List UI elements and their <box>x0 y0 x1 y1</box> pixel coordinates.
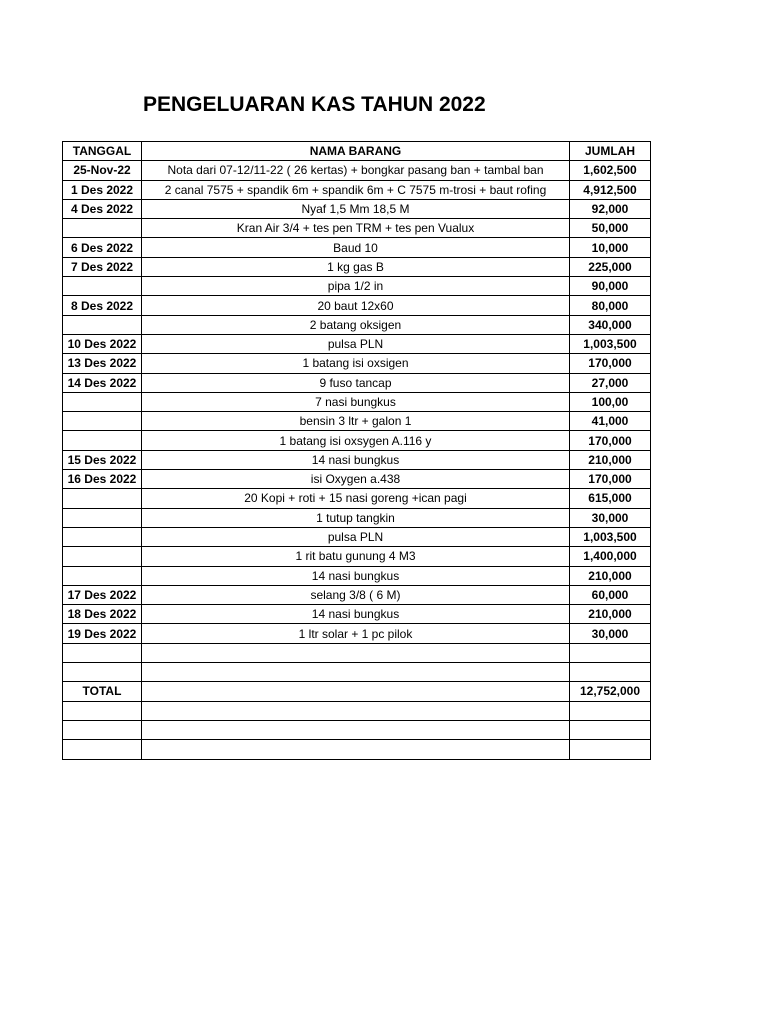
cell-jumlah: 225,000 <box>570 257 651 276</box>
cell-nama-barang: 1 ltr solar + 1 pc pilok <box>142 624 570 643</box>
cell-tanggal <box>63 508 142 527</box>
cell-jumlah: 27,000 <box>570 373 651 392</box>
cell-jumlah: 170,000 <box>570 431 651 450</box>
header-jumlah: JUMLAH <box>570 142 651 161</box>
cell-nama-barang: pipa 1/2 in <box>142 277 570 296</box>
table-row <box>63 373 651 392</box>
cell-tanggal: 1 Des 2022 <box>63 180 142 199</box>
empty-row <box>63 663 651 682</box>
cell-tanggal <box>63 277 142 296</box>
empty-cell <box>570 720 651 739</box>
table-row <box>63 431 651 450</box>
header-nama-barang: NAMA BARANG <box>142 142 570 161</box>
table-row <box>63 527 651 546</box>
cell-jumlah: 80,000 <box>570 296 651 315</box>
empty-cell <box>570 663 651 682</box>
cell-jumlah: 615,000 <box>570 489 651 508</box>
cell-tanggal: 8 Des 2022 <box>63 296 142 315</box>
cell-nama-barang: pulsa PLN <box>142 334 570 353</box>
cell-nama-barang: 14 nasi bungkus <box>142 566 570 585</box>
table-row <box>63 161 651 180</box>
cell-nama-barang: 20 baut 12x60 <box>142 296 570 315</box>
cell-jumlah: 170,000 <box>570 354 651 373</box>
empty-cell <box>570 643 651 662</box>
cell-tanggal <box>63 566 142 585</box>
cell-nama-barang: 1 batang isi oxsygen A.116 y <box>142 431 570 450</box>
empty-cell <box>142 663 570 682</box>
cell-jumlah: 340,000 <box>570 315 651 334</box>
table-row <box>63 547 651 566</box>
cell-jumlah: 60,000 <box>570 585 651 604</box>
table-row <box>63 257 651 276</box>
cell-nama-barang: 2 batang oksigen <box>142 315 570 334</box>
cell-jumlah: 210,000 <box>570 450 651 469</box>
cell-tanggal: 15 Des 2022 <box>63 450 142 469</box>
cell-nama-barang: 20 Kopi + roti + 15 nasi goreng +ican pagi <box>142 489 570 508</box>
table-header-row <box>63 142 651 161</box>
cell-nama-barang: 14 nasi bungkus <box>142 605 570 624</box>
table-body <box>63 161 651 759</box>
cell-jumlah: 41,000 <box>570 412 651 431</box>
table-row <box>63 605 651 624</box>
cell-jumlah: 30,000 <box>570 508 651 527</box>
cell-jumlah: 30,000 <box>570 624 651 643</box>
cell-jumlah: 1,003,500 <box>570 334 651 353</box>
cell-tanggal <box>63 219 142 238</box>
cell-jumlah: 1,003,500 <box>570 527 651 546</box>
cell-tanggal: 10 Des 2022 <box>63 334 142 353</box>
cell-jumlah: 92,000 <box>570 199 651 218</box>
cell-nama-barang: pulsa PLN <box>142 527 570 546</box>
table-row <box>63 412 651 431</box>
empty-cell <box>142 643 570 662</box>
cell-tanggal: 6 Des 2022 <box>63 238 142 257</box>
cell-tanggal <box>63 547 142 566</box>
cell-tanggal: 7 Des 2022 <box>63 257 142 276</box>
empty-cell <box>63 701 142 720</box>
table-row <box>63 489 651 508</box>
header-tanggal: TANGGAL <box>63 142 142 161</box>
table-row <box>63 470 651 489</box>
cell-jumlah: 210,000 <box>570 605 651 624</box>
cell-tanggal: 4 Des 2022 <box>63 199 142 218</box>
cell-jumlah: 100,00 <box>570 392 651 411</box>
cell-nama-barang: 14 nasi bungkus <box>142 450 570 469</box>
table-row <box>63 624 651 643</box>
total-row <box>63 682 651 701</box>
total-empty-cell <box>142 682 570 701</box>
cell-tanggal: 25-Nov-22 <box>63 161 142 180</box>
table-row <box>63 566 651 585</box>
table-row <box>63 585 651 604</box>
cell-tanggal <box>63 392 142 411</box>
cell-jumlah: 90,000 <box>570 277 651 296</box>
cell-tanggal <box>63 412 142 431</box>
table-row <box>63 180 651 199</box>
cell-tanggal <box>63 489 142 508</box>
empty-cell <box>63 720 142 739</box>
table-row <box>63 199 651 218</box>
total-value: 12,752,000 <box>570 682 651 701</box>
table-row <box>63 219 651 238</box>
page-title: PENGELUARAN KAS TAHUN 2022 <box>143 93 486 116</box>
table-row <box>63 334 651 353</box>
table-row <box>63 238 651 257</box>
cell-jumlah: 210,000 <box>570 566 651 585</box>
cell-jumlah: 10,000 <box>570 238 651 257</box>
cell-jumlah: 170,000 <box>570 470 651 489</box>
cell-nama-barang: selang 3/8 ( 6 M) <box>142 585 570 604</box>
cell-jumlah: 1,602,500 <box>570 161 651 180</box>
empty-row <box>63 701 651 720</box>
empty-cell <box>142 740 570 759</box>
empty-cell <box>63 663 142 682</box>
cell-nama-barang: Nota dari 07-12/11-22 ( 26 kertas) + bongkar pasang ban + tambal ban <box>142 161 570 180</box>
empty-cell <box>63 740 142 759</box>
cell-tanggal: 13 Des 2022 <box>63 354 142 373</box>
cell-nama-barang: 2 canal 7575 + spandik 6m + spandik 6m + C 7575 m-trosi + baut rofing <box>142 180 570 199</box>
cell-tanggal <box>63 315 142 334</box>
cell-tanggal: 16 Des 2022 <box>63 470 142 489</box>
cell-nama-barang: Kran Air 3/4 + tes pen TRM + tes pen Vualux <box>142 219 570 238</box>
cell-nama-barang: 1 kg gas B <box>142 257 570 276</box>
cell-nama-barang: Nyaf 1,5 Mm 18,5 M <box>142 199 570 218</box>
cell-tanggal: 18 Des 2022 <box>63 605 142 624</box>
cell-nama-barang: 1 rit batu gunung 4 M3 <box>142 547 570 566</box>
empty-cell <box>142 720 570 739</box>
cell-nama-barang: bensin 3 ltr + galon 1 <box>142 412 570 431</box>
cell-jumlah: 50,000 <box>570 219 651 238</box>
cell-nama-barang: Baud 10 <box>142 238 570 257</box>
table-row <box>63 392 651 411</box>
cell-nama-barang: 1 tutup tangkin <box>142 508 570 527</box>
table-row <box>63 315 651 334</box>
empty-row <box>63 740 651 759</box>
cell-nama-barang: 1 batang isi oxsigen <box>142 354 570 373</box>
empty-cell <box>570 701 651 720</box>
empty-row <box>63 643 651 662</box>
empty-row <box>63 720 651 739</box>
table-row <box>63 508 651 527</box>
empty-cell <box>570 740 651 759</box>
cell-tanggal: 14 Des 2022 <box>63 373 142 392</box>
cell-nama-barang: 9 fuso tancap <box>142 373 570 392</box>
cell-tanggal: 19 Des 2022 <box>63 624 142 643</box>
table-row <box>63 450 651 469</box>
empty-cell <box>63 643 142 662</box>
table-row <box>63 354 651 373</box>
table-row <box>63 277 651 296</box>
cell-tanggal <box>63 527 142 546</box>
table-row <box>63 296 651 315</box>
total-label: TOTAL <box>63 682 142 701</box>
cell-jumlah: 4,912,500 <box>570 180 651 199</box>
cell-jumlah: 1,400,000 <box>570 547 651 566</box>
cell-nama-barang: isi Oxygen a.438 <box>142 470 570 489</box>
cell-nama-barang: 7 nasi bungkus <box>142 392 570 411</box>
expense-table <box>62 141 651 760</box>
cell-tanggal <box>63 431 142 450</box>
empty-cell <box>142 701 570 720</box>
cell-tanggal: 17 Des 2022 <box>63 585 142 604</box>
